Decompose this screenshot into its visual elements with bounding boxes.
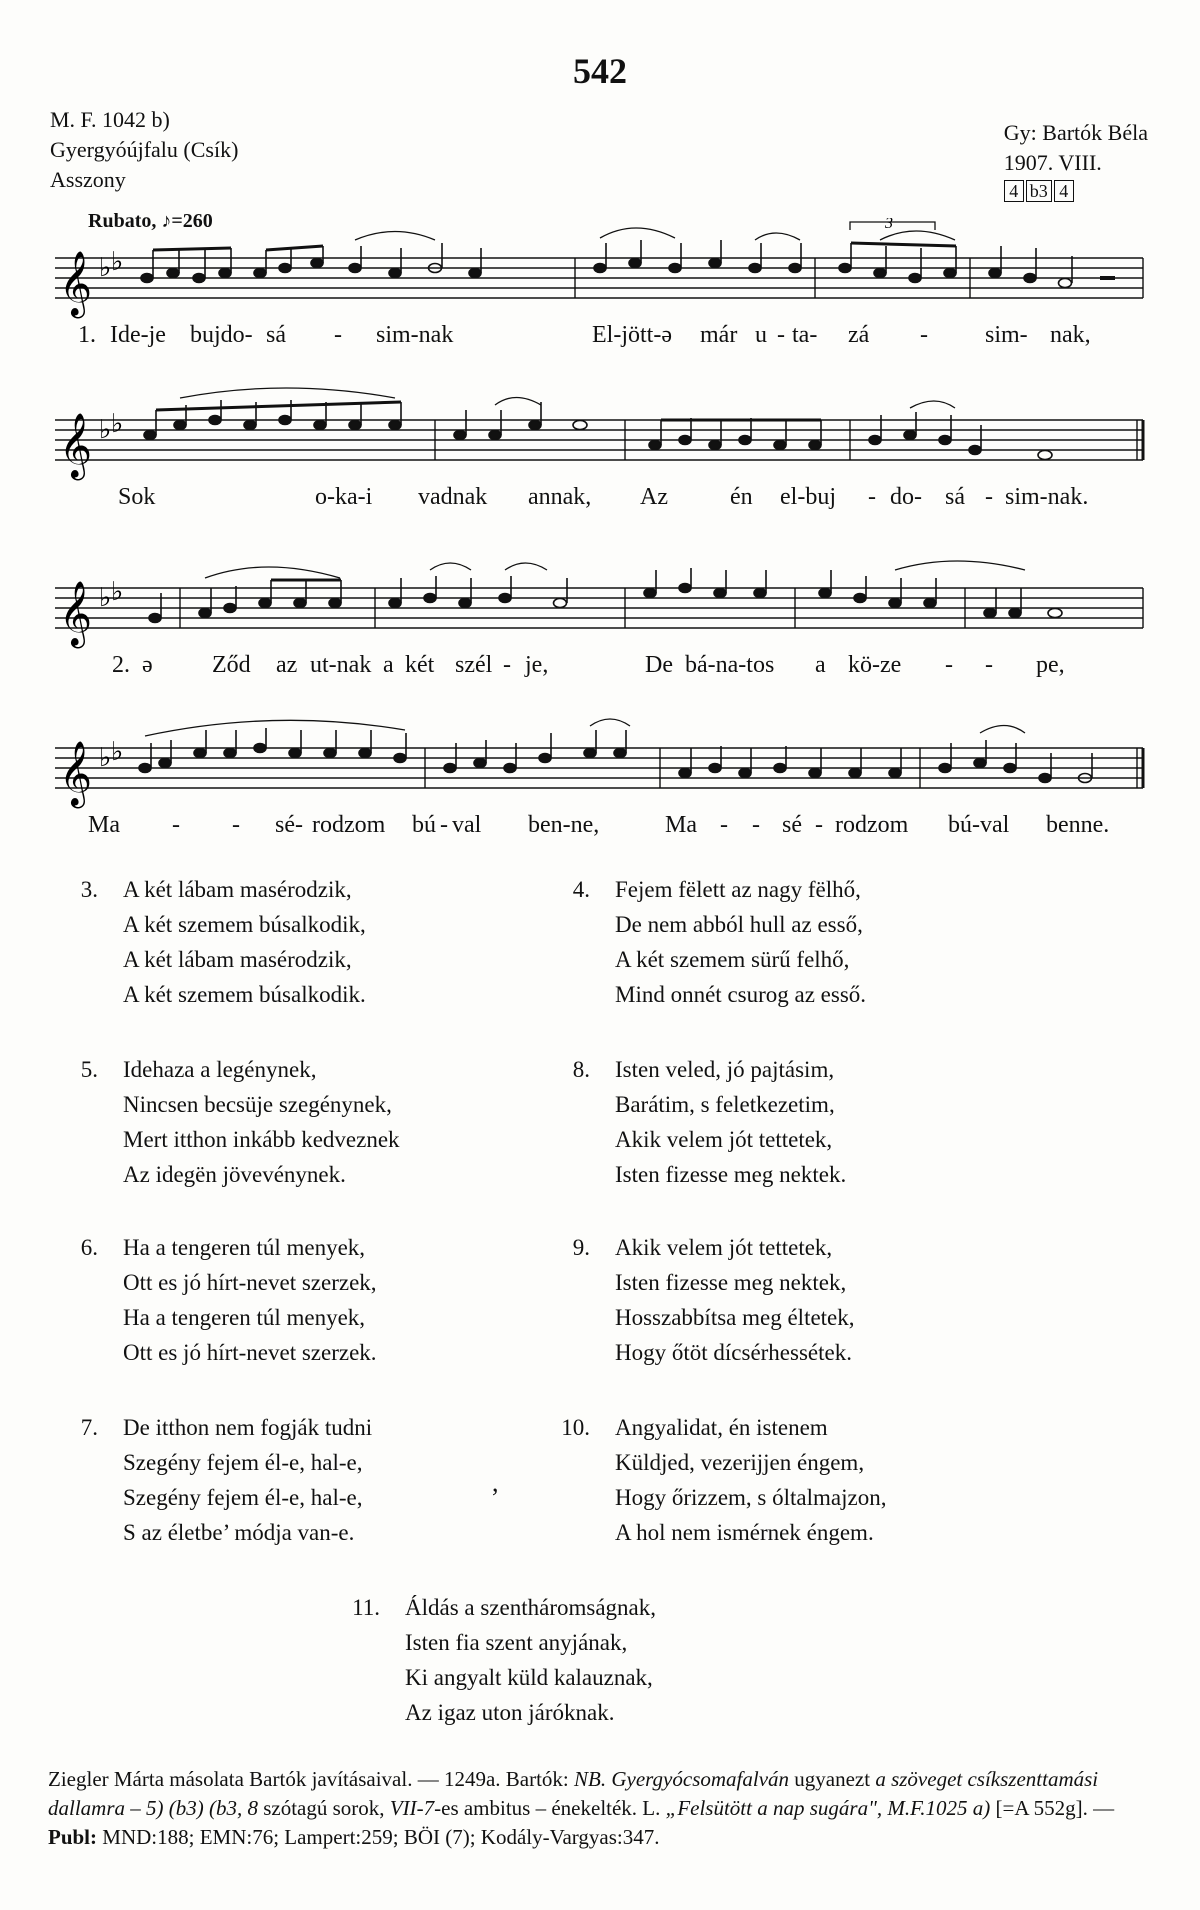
lyric-syllable: - bbox=[815, 812, 823, 838]
lyric-syllable: - bbox=[440, 812, 448, 838]
stanza-line: Idehaza a legénynek, bbox=[123, 1057, 317, 1082]
lyric-syllable: sé bbox=[782, 812, 802, 838]
lyric-syllable: kö-ze bbox=[848, 652, 902, 678]
lyric-syllable: nak, bbox=[1050, 322, 1091, 348]
notes bbox=[141, 240, 1115, 288]
lyric-syllable: - bbox=[172, 812, 180, 838]
footnote-italic: a szöveget csíkszenttamási dallamra – 5) (b3) (b3, 8 bbox=[48, 1767, 1099, 1820]
lyric-syllable: u bbox=[755, 322, 767, 348]
stanza-line: Az igaz uton járóknak. bbox=[405, 1700, 615, 1725]
flat-icon: ♭ bbox=[111, 577, 124, 607]
stanza-number: 6. bbox=[80, 1235, 98, 1260]
stanza-line: Ha a tengeren túl menyek, bbox=[123, 1305, 366, 1330]
lyric-syllable: zá bbox=[848, 322, 870, 348]
stanza-line: Isten fizesse meg nektek, bbox=[615, 1270, 847, 1295]
stanza-line: Szegény fejem él-e, hal-e, bbox=[123, 1485, 363, 1510]
lyrics-line-1 bbox=[0, 322, 1200, 354]
lyric-syllable: do- bbox=[890, 484, 922, 510]
stanza-line: Nincsen becsüje szegénynek, bbox=[123, 1092, 392, 1117]
lyric-syllable: sá bbox=[266, 322, 286, 348]
lyric-syllable: rodzom bbox=[312, 812, 386, 838]
footnote bbox=[48, 1765, 1158, 1852]
lyric-syllable: a bbox=[383, 652, 394, 678]
collector-info bbox=[1004, 118, 1148, 202]
lyric-syllable: Sok bbox=[118, 484, 156, 510]
stanza-line: Mind onnét csurog az esső. bbox=[615, 982, 867, 1007]
stanza-line: Ha a tengeren túl menyek, bbox=[123, 1235, 366, 1260]
lyrics-line-2 bbox=[0, 484, 1200, 516]
lyric-syllable: pe, bbox=[1036, 652, 1065, 678]
triplet-mark: 3 bbox=[885, 218, 893, 232]
treble-clef-icon: 𝄞 bbox=[59, 581, 93, 646]
lyric-syllable: Ma bbox=[88, 812, 120, 838]
lyric-syllable: benne. bbox=[1046, 812, 1110, 838]
stanza-line: A két lábam masérodzik, bbox=[123, 877, 352, 902]
cadence-box: 4 bbox=[1004, 180, 1024, 202]
stanza-line: Küldjed, vezerijjen éngem, bbox=[615, 1450, 865, 1475]
lyric-syllable: - bbox=[334, 322, 342, 348]
footnote-text: ugyanezt bbox=[789, 1767, 876, 1791]
page-number: 542 bbox=[573, 51, 627, 91]
catalog-number: M. F. 1042 b) bbox=[50, 107, 170, 132]
lyric-syllable: je, bbox=[525, 652, 549, 678]
music-staff-4 bbox=[55, 708, 1145, 818]
lyric-syllable: Ide-je bbox=[110, 322, 166, 348]
stanza-line: Hogy őrizzem, s óltalmajzon, bbox=[615, 1485, 887, 1510]
lyric-syllable: ben-ne, bbox=[528, 812, 600, 838]
lyrics-line-4 bbox=[0, 812, 1200, 844]
footnote-bold: Publ: bbox=[48, 1825, 98, 1849]
lyric-syllable: bujdo- bbox=[190, 322, 253, 348]
lyric-syllable: - bbox=[985, 652, 993, 678]
cadence-box: b3 bbox=[1026, 180, 1052, 202]
lyric-syllable: - bbox=[720, 812, 728, 838]
lyric-syllable: Az bbox=[640, 484, 668, 510]
stanza-line: A két szemem sürű felhő, bbox=[615, 947, 850, 972]
stanza-line: Mert itthon inkább kedveznek bbox=[123, 1127, 400, 1152]
lyric-syllable: - bbox=[945, 652, 953, 678]
footnote-text: [=A 552g]. — bbox=[990, 1796, 1115, 1820]
lyrics-line-3 bbox=[0, 652, 1200, 684]
lyric-syllable: bú-val bbox=[948, 812, 1010, 838]
treble-clef-icon: 𝄞 bbox=[59, 413, 93, 478]
footnote-text: MND:188; EMN:76; Lampert:259; BÖI (7); Kodály-Vargyas:347. bbox=[97, 1825, 660, 1849]
footnote-italic: VII-7 bbox=[389, 1796, 435, 1820]
stanza-number: 10. bbox=[561, 1415, 590, 1440]
lyric-syllable: 2. bbox=[112, 652, 130, 678]
lyric-syllable: El-jött-ə bbox=[592, 322, 672, 348]
lyric-syllable: - bbox=[868, 484, 876, 510]
lyric-syllable: el-buj bbox=[780, 484, 836, 510]
music-staff-1 bbox=[55, 218, 1145, 328]
stanza-number: 3. bbox=[80, 877, 98, 902]
flat-icon: ♭ bbox=[111, 737, 124, 767]
footnote-text: szótagú sorok, bbox=[257, 1796, 390, 1820]
lyric-syllable: - bbox=[752, 812, 760, 838]
lyric-syllable: val bbox=[452, 812, 482, 838]
stanza-number: 5. bbox=[80, 1057, 98, 1082]
stanza-line: Az idegën jövevénynek. bbox=[123, 1162, 346, 1187]
lyric-syllable: Ma bbox=[665, 812, 697, 838]
lyric-syllable: - bbox=[985, 484, 993, 510]
music-staff-2 bbox=[55, 380, 1145, 490]
stanza-number: 4. bbox=[572, 877, 590, 902]
collector-name: Gy: Bartók Béla bbox=[1003, 120, 1148, 145]
stanza-line: Ki angyalt küld kalauznak, bbox=[405, 1665, 653, 1690]
flat-icon: ♭ bbox=[99, 743, 112, 773]
stanza-line: S az életbe’ módja van-e. bbox=[123, 1520, 355, 1545]
footnote-text: énekelték. L. bbox=[551, 1796, 666, 1820]
stanza-line: De itthon nem fogják tudni bbox=[123, 1415, 373, 1440]
lyric-syllable: sim- bbox=[985, 322, 1028, 348]
stanza-line: A hol nem ismérnek éngem. bbox=[615, 1520, 874, 1545]
flat-icon: ♭ bbox=[99, 415, 112, 445]
lyric-syllable: - bbox=[920, 322, 928, 348]
cadence-boxes bbox=[1004, 180, 1148, 202]
stanza-line: Isten fizesse meg nektek. bbox=[615, 1162, 847, 1187]
flat-icon: ♭ bbox=[99, 583, 112, 613]
flat-icon: ♭ bbox=[99, 253, 112, 283]
stanza-line: Isten veled, jó pajtásim, bbox=[615, 1057, 835, 1082]
collection-place: Gyergyóújfalu (Csík) bbox=[50, 137, 239, 162]
stanza-line: Akik velem jót tettetek, bbox=[615, 1235, 833, 1260]
treble-clef-icon: 𝄞 bbox=[59, 741, 93, 806]
stanza-line: Hogy őtöt dícsérhessétek. bbox=[615, 1340, 852, 1365]
stanza-line: Hosszabbítsa meg éltetek, bbox=[615, 1305, 855, 1330]
lyric-syllable: o-ka-i bbox=[315, 484, 373, 510]
stanza-number: 7. bbox=[80, 1415, 98, 1440]
treble-clef-icon: 𝄞 bbox=[59, 251, 93, 316]
flat-icon: ♭ bbox=[111, 409, 124, 439]
lyric-syllable: ə bbox=[142, 652, 153, 678]
lyric-syllable: már bbox=[700, 322, 738, 348]
stanza-line: A két szemem búsalkodik, bbox=[123, 912, 366, 937]
singer: Asszony bbox=[50, 167, 126, 192]
lyric-syllable: - bbox=[232, 812, 240, 838]
footnote-italic: „Felsütött a nap sugára", M.F.1025 a) bbox=[665, 1796, 991, 1820]
lyric-syllable: rodzom bbox=[835, 812, 909, 838]
stanza-line: Angyalidat, én istenem bbox=[615, 1415, 828, 1440]
stanza-line: Isten fia szent anyjának, bbox=[405, 1630, 628, 1655]
stanza-number: 8. bbox=[572, 1057, 590, 1082]
stanza-number: 11. bbox=[352, 1595, 380, 1620]
lyric-syllable: a bbox=[815, 652, 826, 678]
music-staff-3 bbox=[55, 548, 1145, 658]
stanza-line: Szegény fejem él-e, hal-e, bbox=[123, 1450, 363, 1475]
lyric-syllable: két bbox=[405, 652, 435, 678]
lyric-syllable: De bbox=[645, 652, 673, 678]
stanza-line: Akik velem jót tettetek, bbox=[615, 1127, 833, 1152]
lyric-syllable: Ződ bbox=[212, 652, 251, 678]
lyric-syllable: én bbox=[730, 484, 753, 510]
stanza-line: A két lábam masérodzik, bbox=[123, 947, 352, 972]
lyric-syllable: szél bbox=[455, 652, 493, 678]
lyric-syllable: az bbox=[276, 652, 298, 678]
lyric-syllable: sé- bbox=[275, 812, 303, 838]
lyric-syllable: bú bbox=[412, 812, 436, 838]
stray-mark: , bbox=[492, 1468, 499, 1497]
lyric-syllable: sá bbox=[945, 484, 965, 510]
stanza-line: Fejem fëlett az nagy fëlhő, bbox=[615, 877, 861, 902]
stanza-line: Áldás a szentháromságnak, bbox=[405, 1595, 657, 1620]
stanza-line: De nem abból hull az esső, bbox=[615, 912, 863, 937]
lyric-syllable: ta- bbox=[792, 322, 818, 348]
lyric-syllable: 1. bbox=[78, 322, 96, 348]
stanza-number: 9. bbox=[572, 1235, 590, 1260]
lyric-syllable: vadnak bbox=[418, 484, 488, 510]
footnote-text: Ziegler Márta másolata Bartók javításaival. — 1249a. Bartók: bbox=[48, 1767, 575, 1791]
collection-date: 1907. VIII. bbox=[1003, 150, 1102, 175]
lyric-syllable: - bbox=[503, 652, 511, 678]
lyric-syllable: sim-nak. bbox=[1005, 484, 1089, 510]
flat-icon: ♭ bbox=[111, 247, 124, 277]
footnote-italic: NB. Gyergyócsomafalván bbox=[574, 1767, 790, 1791]
lyric-syllable: annak, bbox=[528, 484, 592, 510]
footnote-text: -es ambitus – bbox=[434, 1796, 552, 1820]
lyric-syllable: ut-nak bbox=[310, 652, 372, 678]
cadence-box: 4 bbox=[1054, 180, 1074, 202]
lyric-syllable: bá-na-tos bbox=[685, 652, 775, 678]
lyric-syllable: sim-nak bbox=[376, 322, 454, 348]
tempo-marking: Rubato, ♪=260 bbox=[88, 210, 213, 232]
stanza-line: Barátim, s feletkezetim, bbox=[615, 1092, 835, 1117]
stanza-line: Ott es jó hírt-nevet szerzek. bbox=[123, 1340, 377, 1365]
stanza-line: Ott es jó hírt-nevet szerzek, bbox=[123, 1270, 377, 1295]
lyric-syllable: - bbox=[777, 322, 785, 348]
source-info bbox=[50, 105, 238, 195]
stanza-line: A két szemem búsalkodik. bbox=[123, 982, 366, 1007]
